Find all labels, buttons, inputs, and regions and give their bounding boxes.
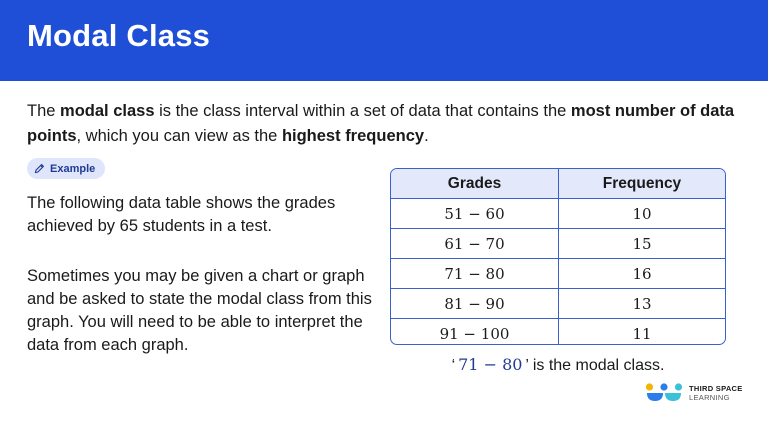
- third-space-learning-logo: [645, 382, 743, 404]
- intro-bold-3: highest frequency: [281, 127, 425, 145]
- table-row: [391, 199, 725, 229]
- intro-text-3: , which you can view as the: [76, 127, 282, 145]
- logo-line-2: LEARNING: [689, 393, 730, 402]
- modal-class-answer: [390, 355, 726, 375]
- intro-bold-1: modal class: [60, 102, 155, 120]
- brand-mark-icon: [645, 382, 683, 404]
- table-row: [391, 259, 725, 289]
- graph-note: Sometimes you may be given a chart or graph and be asked to state the modal class from this graph. You will need to be able to interpret the data from each graph.: [27, 267, 372, 354]
- grade-cell: 61 − 70: [391, 229, 559, 259]
- intro-paragraph: [27, 99, 742, 149]
- table-row: [391, 319, 725, 346]
- frequency-column-header: Frequency: [559, 169, 726, 199]
- example-description: The following data table shows the grades achieved by 65 students in a test.: [27, 194, 336, 235]
- grade-cell: 91 − 100: [391, 319, 559, 346]
- grade-cell: 81 − 90: [391, 289, 559, 319]
- table-header-row: [391, 169, 725, 199]
- example-badge: [27, 158, 105, 179]
- pencil-icon: [34, 163, 45, 174]
- grade-cell: 71 − 80: [391, 259, 559, 289]
- header-bar: [0, 0, 768, 81]
- example-label: Example: [50, 162, 96, 175]
- answer-math: 71 − 80: [458, 355, 523, 374]
- logo-line-1: THIRD SPACE: [689, 384, 743, 393]
- intro-text-4: .: [424, 127, 429, 145]
- frequency-table: [390, 168, 726, 345]
- frequency-cell: 13: [559, 289, 726, 319]
- frequency-cell: 16: [559, 259, 726, 289]
- table-row: [391, 289, 725, 319]
- frequency-cell: 10: [559, 199, 726, 229]
- grades-column-header: Grades: [391, 169, 559, 199]
- intro-bold-2: most number of data points: [27, 102, 735, 145]
- page-title: Modal Class: [27, 18, 211, 53]
- answer-text: ’ is the modal class.: [525, 357, 665, 374]
- table-row: [391, 229, 725, 259]
- grade-cell: 51 − 60: [391, 199, 559, 229]
- frequency-cell: 11: [559, 319, 726, 346]
- answer-open-quote: ‘: [451, 357, 456, 374]
- frequency-cell: 15: [559, 229, 726, 259]
- intro-text-2: is the class interval within a set of data that contains the: [154, 102, 571, 120]
- intro-text-1: The: [27, 102, 61, 120]
